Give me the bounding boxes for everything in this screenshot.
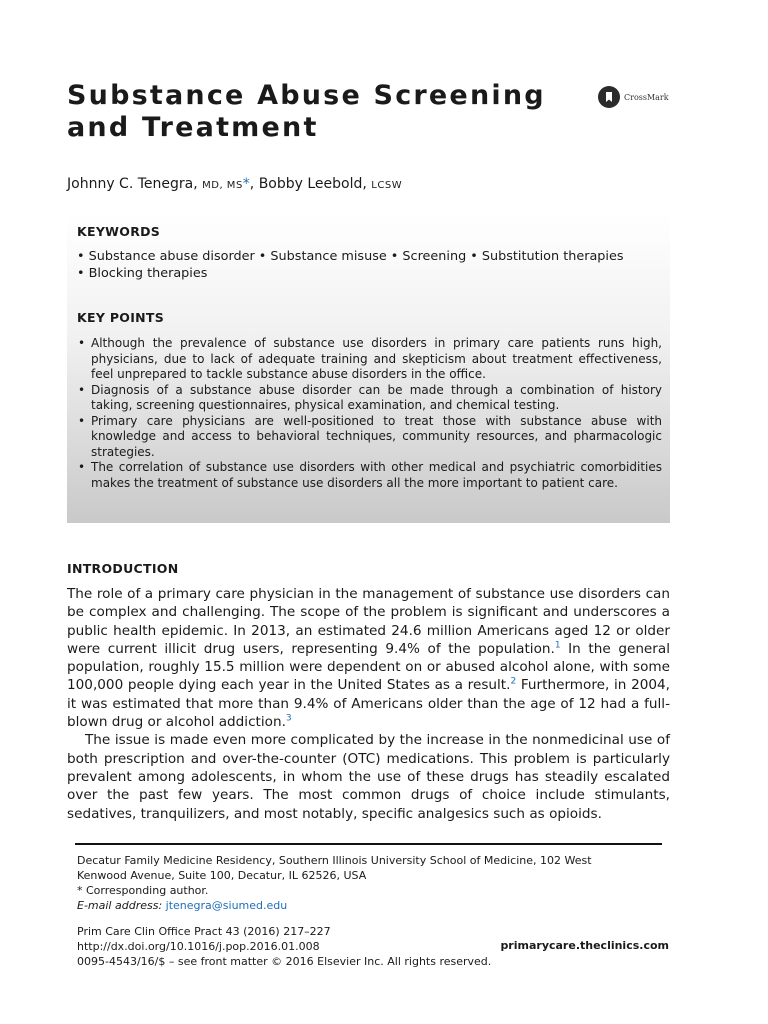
author-separator: , <box>249 176 255 192</box>
introduction-body <box>67 585 670 823</box>
reference-link-3[interactable]: 3 <box>285 713 292 724</box>
title-line-2: and Treatment <box>67 112 319 143</box>
article-title <box>67 80 587 144</box>
keywords-line-1: • Substance abuse disorder • Substance misuse • Screening • Substitution therapies <box>77 249 624 264</box>
crossmark-label: CrossMark <box>624 92 669 102</box>
corresponding-author-note: * Corresponding author. <box>77 884 209 897</box>
para1-text-c: Furthermore, in 2004, it was estimated that more than 9.4% of Americans older than the age of 12 had a full-blown drug or alcohol addiction. <box>67 677 670 731</box>
affiliation-line-1: Decatur Family Medicine Residency, Southern Illinois University School of Medicine, 102 West <box>77 854 592 867</box>
crossmark-badge[interactable] <box>598 86 669 108</box>
keywords-heading: KEYWORDS <box>77 224 161 239</box>
author-1-name: Johnny C. Tenegra, <box>67 176 198 192</box>
journal-citation: Prim Care Clin Office Pract 43 (2016) 217–227 <box>77 925 331 938</box>
crossmark-icon <box>598 86 620 108</box>
introduction-paragraph-2: The issue is made even more complicated by the increase in the nonmedicinal use of both prescription and over-the-counter (OTC) medications. This problem is particularly prevalent among adolescents, in whom the use of these drugs has steadily escalated over the past few years. The most common drugs of choice include stimulants, sedatives, tranquilizers, and most notably, specific analgesics such as opioids. <box>67 732 670 822</box>
key-point-item: • Although the prevalence of substance use disorders in primary care patients runs high, physicians, due to lack of adequate training and skepticism about treatment effectiveness, feel unprepared to tackle substance abuse disorders in the office. <box>77 336 662 383</box>
para1-text-a: The role of a primary care physician in the management of substance use disorders can be complex and challenging. The scope of the problem is significant and underscores a public health epidemic. In 2013, an estimated 24.6 million Americans aged 12 or older were current illicit drug users, representing 9.4% of the population. <box>67 586 670 657</box>
copyright-line: 0095-4543/16/$ – see front matter © 2016 Elsevier Inc. All rights reserved. <box>77 955 492 968</box>
reference-link-2[interactable]: 2 <box>510 676 517 687</box>
keywords-list <box>77 248 667 282</box>
email-label: E-mail address: <box>77 899 163 912</box>
footnote-divider <box>75 843 662 845</box>
corresponding-author-mark[interactable]: * <box>242 176 250 192</box>
doi-link[interactable]: http://dx.doi.org/10.1016/j.pop.2016.01.008 <box>77 940 320 953</box>
journal-website[interactable]: primarycare.theclinics.com <box>500 939 669 952</box>
author-1-degrees: MD, MS <box>202 180 243 191</box>
author-2-degrees: LCSW <box>371 180 403 191</box>
keywords-line-2: • Blocking therapies <box>77 266 208 281</box>
introduction-paragraph-1 <box>67 585 670 731</box>
para1-text-b: In the general population, roughly 15.5 million were dependent on or abused alcohol alone, with some 100,000 people dying each year in the United States as a result. <box>67 640 670 694</box>
title-line-1: Substance Abuse Screening <box>67 80 546 111</box>
key-point-item: • Diagnosis of a substance abuse disorder can be made through a combination of history taking, screening questionnaires, physical examination, and chemical testing. <box>77 383 662 414</box>
keywords-keypoints-box <box>67 212 670 523</box>
key-point-item: • Primary care physicians are well-positioned to treat those with substance abuse with knowledge and access to behavioral techniques, community resources, and pharmacologic strategies. <box>77 414 662 461</box>
email-line <box>77 898 287 913</box>
key-point-item: • The correlation of substance use disorders with other medical and psychiatric comorbidities makes the treatment of substance use disorders all the more important to patient care. <box>77 460 662 491</box>
author-2-name: Bobby Leebold, <box>258 176 367 192</box>
affiliation-line-2: Kenwood Avenue, Suite 100, Decatur, IL 62526, USA <box>77 869 367 882</box>
author-line <box>67 175 402 195</box>
introduction-heading: INTRODUCTION <box>67 561 179 576</box>
reference-link-1[interactable]: 1 <box>554 640 561 651</box>
key-points-list <box>77 336 662 491</box>
key-points-heading: KEY POINTS <box>77 310 165 325</box>
email-link[interactable]: jtenegra@siumed.edu <box>165 899 288 912</box>
